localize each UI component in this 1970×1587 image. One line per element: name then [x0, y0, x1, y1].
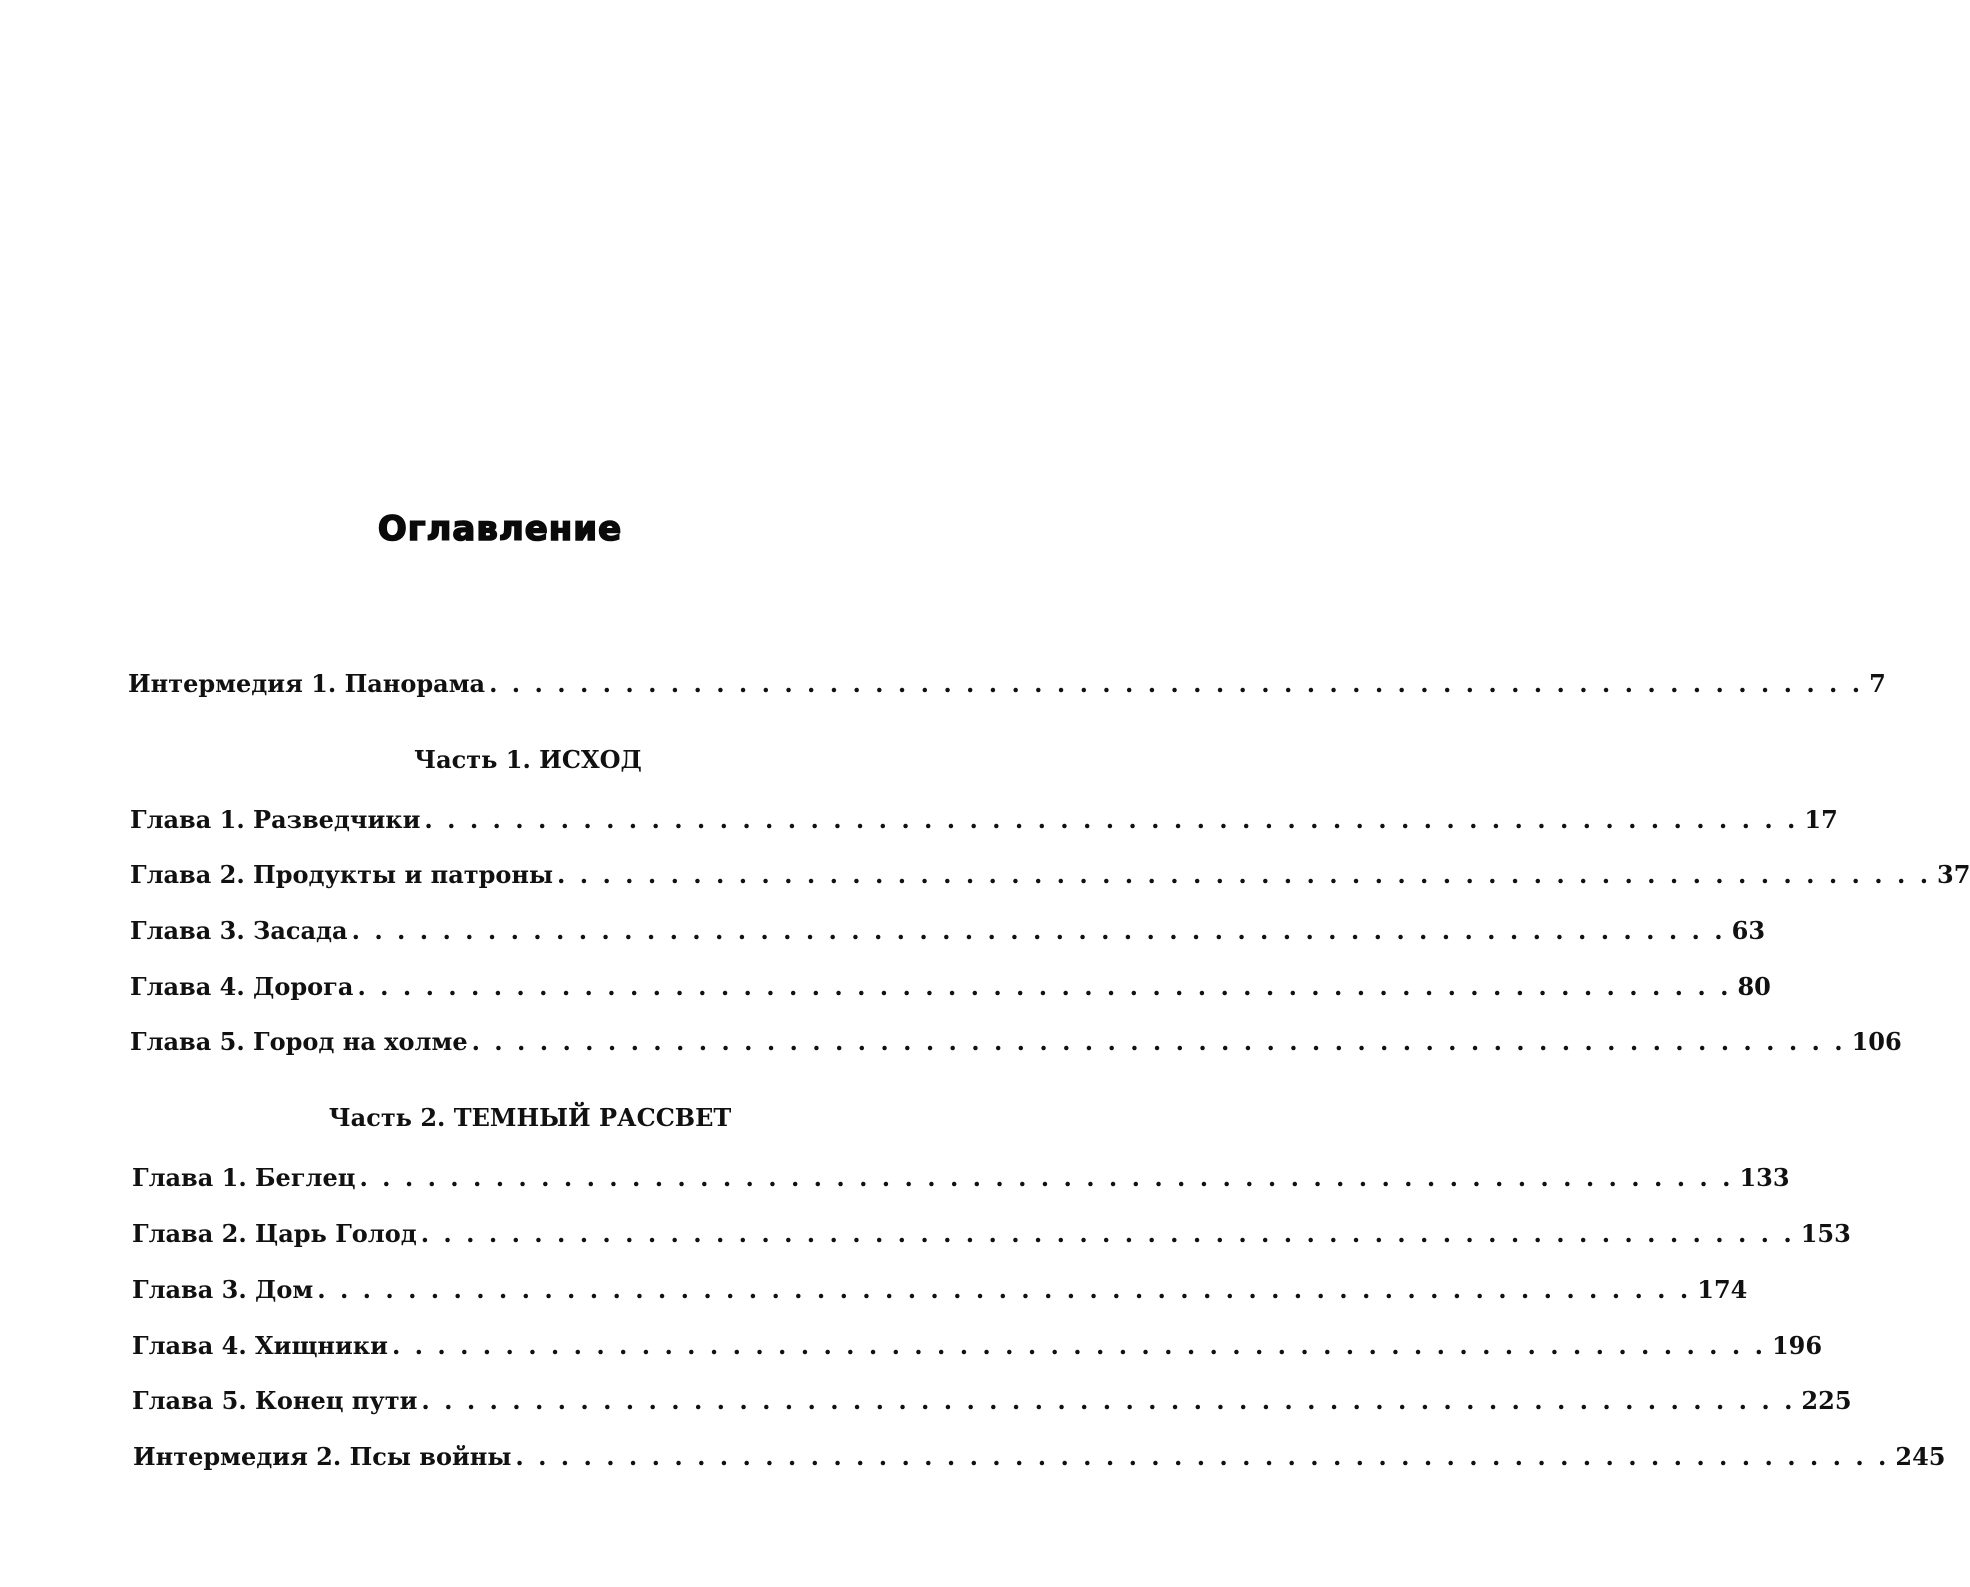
part-heading: Часть 2. ТЕМНЫЙ РАССВЕТ — [328, 1103, 732, 1132]
toc-entry — [132, 1219, 1851, 1248]
toc-entry-label: Глава 5. Город на холме — [130, 1027, 468, 1056]
toc-entry-label: Глава 3. Дом — [132, 1275, 314, 1304]
toc-leader-dots: . . . . . . . . . . . . . . . . . . . . . . . . . . . . . . . . . . . . . . . . . . . . . . . . . . . . . . . . . . . . . — [351, 916, 1726, 945]
toc-entry-page: 225 — [1801, 1386, 1852, 1415]
toc-leader-dots: . . . . . . . . . . . . . . . . . . . . . . . . . . . . . . . . . . . . . . . . . . . . . . . . . . . . . . . . . . . . . — [557, 860, 1932, 889]
toc-leader-dots: . . . . . . . . . . . . . . . . . . . . . . . . . . . . . . . . . . . . . . . . . . . . . . . . . . . . . . . . . . . . . — [421, 1386, 1796, 1415]
toc-leader-dots: . . . . . . . . . . . . . . . . . . . . . . . . . . . . . . . . . . . . . . . . . . . . . . . . . . . . . . . . . . . . . — [357, 972, 1732, 1001]
toc-entry-page: 17 — [1804, 805, 1838, 834]
part-heading: Часть 1. ИСХОД — [414, 745, 642, 774]
toc-leader-dots: . . . . . . . . . . . . . . . . . . . . . . . . . . . . . . . . . . . . . . . . . . . . . . . . . . . . . . . . . . . . . — [359, 1163, 1734, 1192]
toc-leader-dots: . . . . . . . . . . . . . . . . . . . . . . . . . . . . . . . . . . . . . . . . . . . . . . . . . . . . . . . . . . . . . — [424, 805, 1799, 834]
toc-title: Оглавление — [377, 509, 623, 549]
toc-entry — [130, 916, 1766, 945]
toc-entry — [132, 1386, 1852, 1415]
toc-entry — [130, 972, 1771, 1001]
toc-entry-label: Интермедия 2. Псы войны — [133, 1442, 512, 1471]
toc-entry — [130, 805, 1838, 834]
toc-entry-page: 245 — [1895, 1442, 1946, 1471]
toc-leader-dots: . . . . . . . . . . . . . . . . . . . . . . . . . . . . . . . . . . . . . . . . . . . . . . . . . . . . . . . . . . . . . — [391, 1331, 1766, 1360]
toc-entry-page: 106 — [1851, 1027, 1902, 1056]
toc-entry-page: 63 — [1731, 916, 1766, 945]
toc-entry-label: Глава 4. Хищники — [132, 1331, 388, 1360]
toc-entry-label: Глава 1. Беглец — [132, 1163, 356, 1192]
toc-entry-page: 37 — [1937, 860, 1970, 889]
toc-entry — [130, 1027, 1902, 1056]
toc-entry-page: 7 — [1869, 669, 1886, 698]
toc-entry — [132, 1331, 1823, 1360]
toc-entry-label: Глава 5. Конец пути — [132, 1386, 418, 1415]
toc-entry-page: 174 — [1697, 1275, 1748, 1304]
toc-leader-dots: . . . . . . . . . . . . . . . . . . . . . . . . . . . . . . . . . . . . . . . . . . . . . . . . . . . . . . . . . . . . . — [471, 1027, 1846, 1056]
toc-entry-page: 153 — [1800, 1219, 1851, 1248]
toc-entry-label: Интермедия 1. Панорама — [128, 669, 486, 698]
toc-entry — [132, 1275, 1748, 1304]
toc-leader-dots: . . . . . . . . . . . . . . . . . . . . . . . . . . . . . . . . . . . . . . . . . . . . . . . . . . . . . . . . . . . . . — [515, 1442, 1890, 1471]
toc-entry-page: 133 — [1739, 1163, 1790, 1192]
toc-leader-dots: . . . . . . . . . . . . . . . . . . . . . . . . . . . . . . . . . . . . . . . . . . . . . . . . . . . . . . . . . . . . . — [489, 669, 1864, 698]
toc-entry-label: Глава 3. Засада — [130, 916, 348, 945]
toc-entry — [128, 669, 1886, 698]
toc-leader-dots: . . . . . . . . . . . . . . . . . . . . . . . . . . . . . . . . . . . . . . . . . . . . . . . . . . . . . . . . . . . . . — [317, 1275, 1692, 1304]
toc-entry-label: Глава 4. Дорога — [130, 972, 354, 1001]
toc-entry-label: Глава 2. Царь Голод — [132, 1219, 417, 1248]
toc-entry-label: Глава 2. Продукты и патроны — [130, 860, 554, 889]
toc-entry-page: 80 — [1737, 972, 1771, 1001]
toc-leader-dots: . . . . . . . . . . . . . . . . . . . . . . . . . . . . . . . . . . . . . . . . . . . . . . . . . . . . . . . . . . . . . — [420, 1219, 1795, 1248]
toc-entry-label: Глава 1. Разведчики — [130, 805, 421, 834]
toc-entry — [133, 1442, 1946, 1471]
toc-entry — [130, 860, 1970, 889]
toc-entry-page: 196 — [1771, 1331, 1823, 1360]
toc-entry — [132, 1163, 1790, 1192]
